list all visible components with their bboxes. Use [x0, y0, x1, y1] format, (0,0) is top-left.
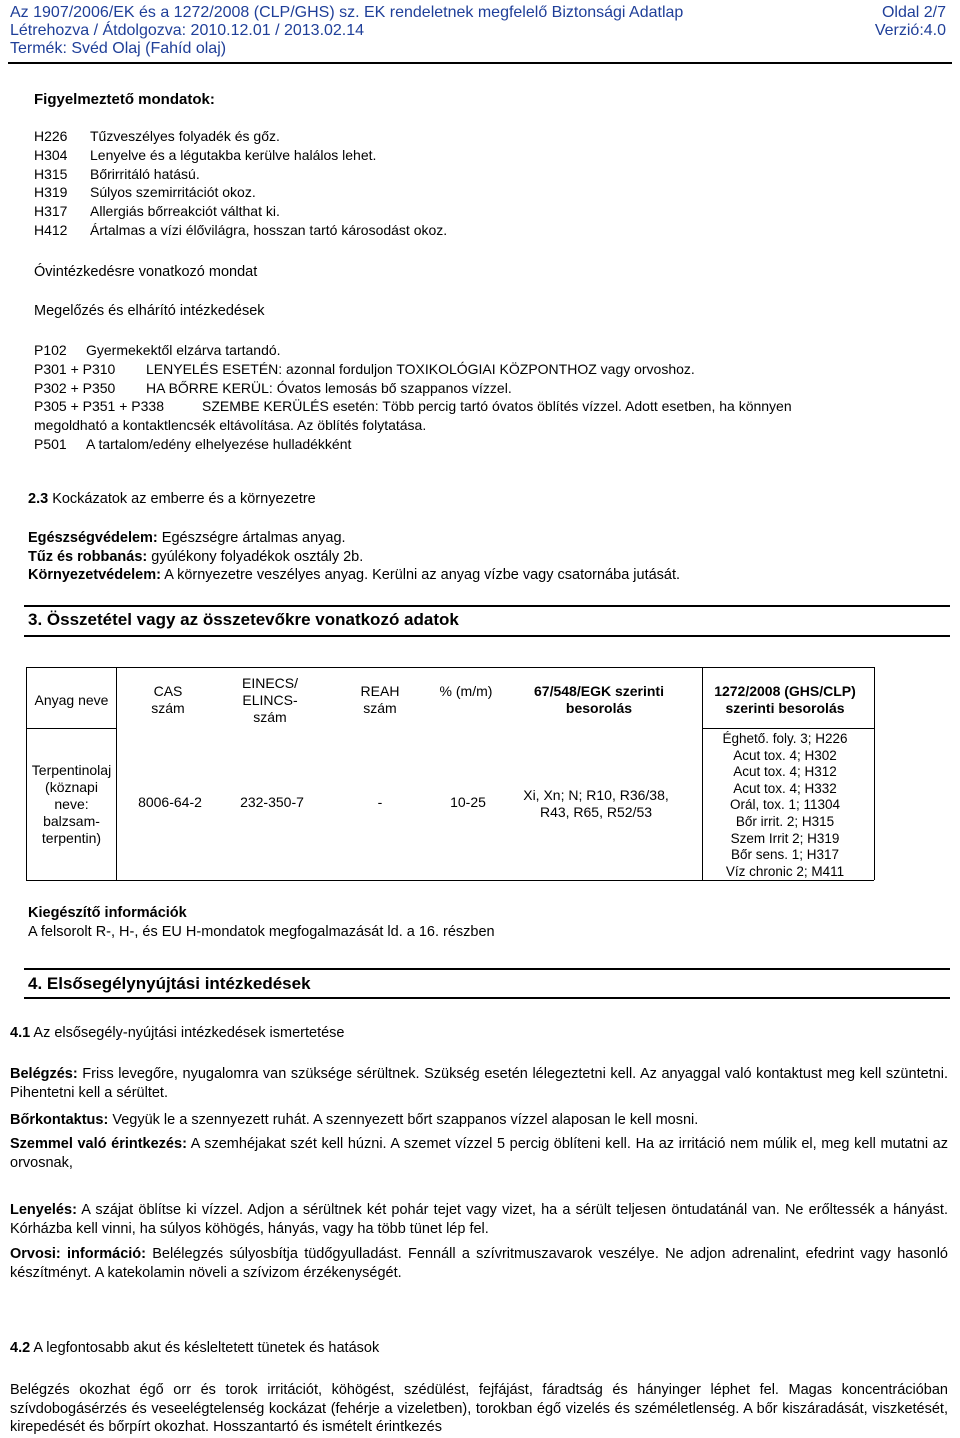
cell-cas: 8006-64-2 [138, 794, 202, 810]
p-code: P305 + P351 + P338 [34, 398, 164, 414]
env-text: A környezetre veszélyes anyag. Kerülni az anyag vízbe vagy csatornába jutását. [160, 567, 681, 583]
p-text: Gyermekektől elzárva tartandó. [86, 342, 281, 358]
h-code: H412 [34, 222, 68, 238]
clp-entry: Acut tox. 4; H332 [733, 780, 837, 796]
h-text: Lenyelve és a légutakba kerülve halálos lehet. [90, 147, 377, 163]
ingestion-label: Lenyelés: [10, 1202, 77, 1218]
section-4-top-rule [24, 968, 950, 970]
table-column-divider [702, 667, 703, 880]
warnings-title: Figyelmeztető mondatok: [34, 91, 215, 108]
clp-entry: Acut tox. 4; H312 [733, 764, 837, 780]
header-dates: Létrehozva / Átdolgozva: 2010.12.01 / 2013.02.14 [10, 22, 365, 39]
p-code: P302 + P350 [34, 380, 116, 396]
cell-egk: Xi, Xn; N; R10, R36/38, R43, R65, R52/53 [523, 787, 669, 820]
header-material-name: Anyag neve [34, 692, 109, 708]
header-clp: 1272/2008 (GHS/CLP) szerinti besorolás [714, 683, 856, 716]
p-code: P301 + P310 [34, 361, 116, 377]
medical-info-label: Orvosi: információ: [10, 1246, 146, 1262]
h-text: Allergiás bőrreakciót válthat ki. [90, 203, 280, 219]
clp-entry: Bőr sens. 1; H317 [730, 847, 840, 863]
eye-contact-text: A szemhéjakat szét kell húzni. A szemet vízzel 5 percig öblíteni kell. Ha az irritáció nem múlik el, meg kell mutatni az orvosnak, [10, 1136, 948, 1171]
inhalation-paragraph [10, 1065, 948, 1102]
clp-entry: Szem Irrit 2; H319 [730, 830, 840, 846]
p-code: P102 [34, 342, 67, 358]
ingestion-text: A szájat öblítse ki vízzel. Adjon a sérültnek két pohár tejet vagy vizet, ha a sérült teljesen öntudatánál van. Ne erőltessék a hányást. Kórházba kell vinni, ha súlyos köhögés, hányás, vagy ha több tünet lép fel. [10, 1202, 948, 1237]
ingestion-paragraph [10, 1201, 948, 1238]
env-label: Környezetvédelem: [28, 567, 161, 583]
h-code: H315 [34, 166, 68, 182]
section-4-title: 4. Elsősegélynyújtási intézkedések [28, 974, 311, 993]
health-line [28, 529, 346, 547]
h-code: H319 [34, 184, 68, 200]
p-text: A tartalom/edény elhelyezése hulladékként [86, 436, 352, 452]
p-code: P501 [34, 436, 67, 452]
clp-entry: Víz chronic 2; M411 [725, 863, 845, 879]
header-egk: 67/548/EGK szerinti besorolás [534, 683, 664, 716]
cell-clp-list [712, 731, 858, 880]
h-code: H317 [34, 203, 68, 219]
eye-contact-paragraph [10, 1135, 948, 1172]
h-text: Bőrirritáló hatású. [90, 166, 200, 182]
table-column-divider [116, 667, 117, 880]
medical-info-paragraph [10, 1245, 948, 1282]
skin-contact-paragraph [10, 1111, 948, 1130]
cell-percent: 10-25 [450, 794, 486, 810]
precaution-title: Óvintézkedésre vonatkozó mondat [34, 264, 258, 280]
table-divider [702, 728, 874, 729]
clp-entry: Bőr irrit. 2; H315 [735, 813, 835, 829]
section-number: 4.2 [10, 1340, 31, 1356]
env-line [28, 566, 680, 584]
section-title: Az elsősegély-nyújtási intézkedések ismertetése [30, 1025, 345, 1041]
section-4-2-heading [10, 1339, 379, 1357]
cell-einecs: 232-350-7 [240, 794, 304, 810]
clp-entry: Acut tox. 4; H302 [733, 747, 837, 763]
header-page-number: Oldal 2/7 [881, 4, 946, 21]
section-number: 4.1 [10, 1025, 31, 1041]
section-number: 2.3 [28, 491, 49, 507]
symptoms-paragraph: Belégzés okozhat égő orr és torok irritációt, köhögést, szédülést, fejfájást, fáradtság és hányinger léphet fel. Magas koncentrációban szívdobogásérzés és veseelégtelenség kockázat (fehérje a vizeletben), torokban égő vizelés és széméletlenség. A bőr kiszáradását, viszketését, kirepedését és bőrpírt okozhat. Hosszantartó és ismételt érintkezés [10, 1382, 948, 1435]
header-divider [8, 62, 952, 64]
header-version: Verzió:4.0 [874, 22, 946, 39]
h-text: Ártalmas a vízi élővilágra, hosszan tartó károsodást okoz. [90, 222, 448, 238]
section-3-bottom-rule [24, 635, 950, 637]
header-reah: REAH szám [360, 683, 400, 716]
section-3-title: 3. Összetétel vagy az összetevőkre vonatkozó adatok [28, 610, 459, 629]
fire-text: gyúlékony folyadékok osztály 2b. [147, 549, 364, 565]
skin-contact-label: Bőrkontaktus: [10, 1112, 109, 1128]
header-percent: % (m/m) [439, 683, 493, 699]
eye-contact-label: Szemmel való érintkezés: [10, 1136, 187, 1152]
cell-reah: - [377, 794, 383, 810]
header-product: Termék: Svéd Olaj (Fahíd olaj) [10, 40, 227, 57]
clp-entry: Orál, tox. 1; 11304 [729, 797, 841, 813]
p-text: LENYELÉS ESETÉN: azonnal forduljon TOXIKOLÓGIAI KÖZPONTHOZ vagy orvoshoz. [146, 361, 695, 377]
h-text: Tűzveszélyes folyadék és gőz. [90, 128, 280, 144]
p-text: SZEMBE KERÜLÉS esetén: Több percig tartó óvatos öblítés vízzel. Adott esetben, ha könnyen [202, 398, 792, 414]
inhalation-text: Friss levegőre, nyugalomra van szüksége sérültnek. Szükség esetén lélegeztetni kell. Az anyaggal való kontaktust meg kell szüntetni. Pihentetni kell a sérültet. [10, 1066, 948, 1101]
p-text: HA BŐRRE KERÜL: Óvatos lemosás bő szappanos vízzel. [146, 380, 512, 396]
section-2-3-heading [28, 490, 316, 508]
inhalation-label: Belégzés: [10, 1066, 78, 1082]
table-divider [26, 728, 116, 729]
section-4-bottom-rule [24, 997, 950, 999]
precaution-subtitle: Megelőzés és elhárító intézkedések [34, 303, 265, 319]
section-3-top-rule [24, 605, 950, 607]
h-code: H226 [34, 128, 68, 144]
h-code: H304 [34, 147, 68, 163]
health-text: Egészségre ártalmas anyag. [157, 530, 346, 546]
section-4-1-heading [10, 1024, 345, 1042]
p-text-cont: megoldható a kontaktlencsék eltávolítása. Az öblítés folytatása. [34, 417, 427, 433]
section-title: A legfontosabb akut és késleltetett tünetek és hatások [30, 1340, 380, 1356]
skin-contact-text: Vegyük le a szennyezett ruhát. A szennyezett bőrt szappanos vízzel alaposan le kell mosni. [108, 1112, 699, 1128]
table-border-right [874, 667, 875, 880]
fire-line [28, 548, 363, 566]
health-label: Egészségvédelem: [28, 530, 158, 546]
header-regulation: Az 1907/2006/EK és a 1272/2008 (CLP/GHS) sz. EK rendeletnek megfelelő Biztonsági Adatlap [10, 4, 684, 21]
cell-material-name: Terpentinolaj (köznapi neve: balzsam-terpentin) [31, 762, 112, 846]
fire-label: Tűz és robbanás: [28, 549, 148, 565]
medical-info-text: Belélegzés súlyosbítja tüdőgyulladást. Fennáll a szívritmuszavarok veszélye. Ne adjon adrenalint, efedrint vagy hasonló készítményt. A katekolamin növeli a szívizom érzékenységét. [10, 1246, 948, 1281]
header-cas: CAS szám [151, 683, 185, 716]
h-text: Súlyos szemirritációt okoz. [90, 184, 256, 200]
header-einecs: EINECS/ ELINCS- szám [241, 675, 298, 725]
supplement-text: A felsorolt R-, H-, és EU H-mondatok megfogalmazását ld. a 16. részben [28, 924, 495, 940]
section-title: Kockázatok az emberre és a környezetre [48, 491, 316, 507]
supplement-title: Kiegészítő információk [28, 905, 187, 921]
clp-entry: Éghető. foly. 3; H226 [722, 731, 848, 746]
table-border-top [26, 667, 874, 668]
